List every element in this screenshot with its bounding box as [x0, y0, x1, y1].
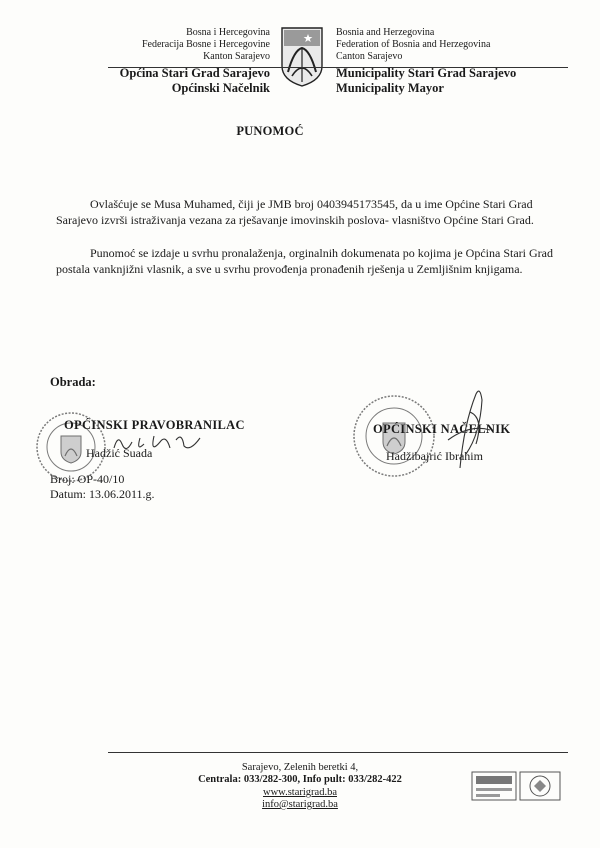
document-number: Broj: OP-40/10: [50, 472, 125, 486]
right-signature-icon: [440, 384, 496, 474]
header-right-lines: [336, 27, 490, 63]
footer-website-link[interactable]: www.starigrad.ba: [263, 787, 337, 798]
mayor-title-english: Municipality Mayor: [336, 81, 444, 95]
municipality-name-english: Municipality Stari Grad Sarajevo: [336, 66, 517, 80]
header-municipality-english: [336, 66, 516, 96]
municipality-name-local: Općina Stari Grad Sarajevo: [119, 66, 270, 80]
left-signatory-name: Hadžić Suada: [86, 446, 153, 460]
header-country-english: Bosnia and Herzegovina: [336, 27, 435, 38]
header-federation-local: Federacija Bosne i Hercegovine: [141, 39, 270, 50]
obrada-label: Obrada:: [50, 375, 96, 389]
municipality-coat-of-arms-icon: [280, 26, 324, 88]
paragraph-authorization: Ovlašćuje se Musa Muhamed, čiji je JMB broj 0403945173545, da u ime Općine Stari Grad Sarajevo izvrši istraživanja vezana za rješavanje imovinskih poslova- vlasništvo Općine Stari Grad.: [56, 197, 534, 227]
paragraph-purpose: Punomoć se izdaje u svrhu pronalaženja, orginalnih dokumenata po kojima je Općina Stari Grad postala vanknjižni vlasnik, a sve u svrhu provođenja pronađenih rješenja u Zemljišnim knjigama.: [56, 246, 553, 276]
mayor-title-local: Općinski Načelnik: [171, 81, 270, 95]
footer-divider: [108, 752, 568, 753]
right-signatory-role: OPĆINSKI NAČELNIK: [373, 422, 511, 436]
document-date: Datum: 13.06.2011.g.: [50, 487, 155, 501]
header-canton-local: Kanton Sarajevo: [203, 51, 270, 62]
footer-email-link[interactable]: info@starigrad.ba: [262, 799, 338, 810]
left-signatory-role: OPĆINSKI PRAVOBRANILAC: [64, 418, 245, 432]
header-canton-english: Canton Sarajevo: [336, 51, 403, 62]
header-country-local: Bosna i Hercegovina: [186, 27, 270, 38]
header-left-lines: [142, 27, 270, 63]
document-title: PUNOMOĆ: [236, 124, 304, 138]
certification-logos-icon: [470, 768, 562, 804]
header-municipality-local: [120, 66, 270, 96]
header-federation-english: Federation of Bosnia and Herzegovina: [336, 39, 491, 50]
footer-phones: Centrala: 033/282-300, Info pult: 033/282-422: [198, 774, 402, 785]
left-signature-icon: [110, 430, 210, 456]
right-signatory-name: Hadžibajrić Ibrahim: [386, 449, 483, 463]
footer-address: Sarajevo, Zelenih beretki 4,: [241, 762, 359, 773]
